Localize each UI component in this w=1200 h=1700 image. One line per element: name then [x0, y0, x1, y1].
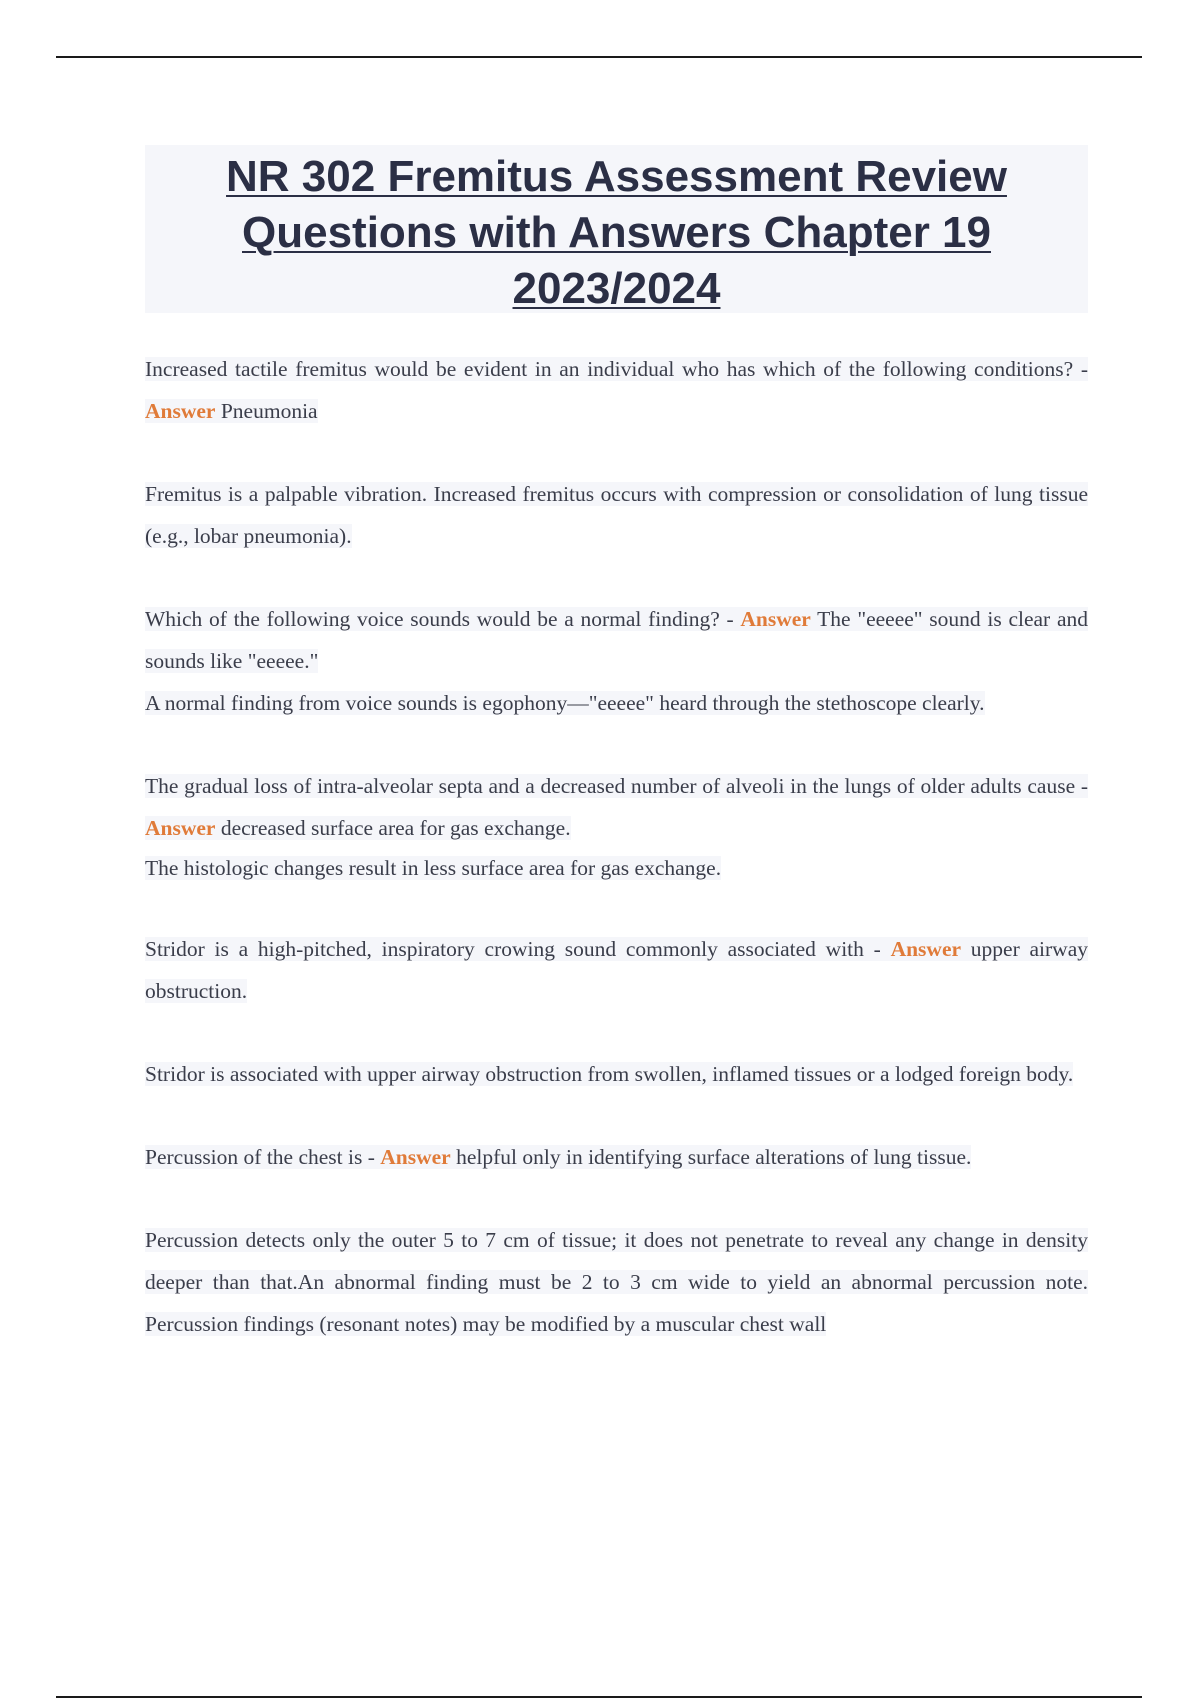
- answer-label: Answer: [145, 816, 216, 840]
- question-paragraph: [145, 1136, 1088, 1178]
- header-rule: [56, 56, 1142, 58]
- answer-label: Answer: [145, 399, 216, 423]
- answer-text: upper airway obstruction.: [145, 937, 1088, 1003]
- question-paragraph: [145, 765, 1088, 849]
- explanation-paragraph: [145, 1219, 1088, 1345]
- answer-text: helpful only in identifying surface alterations of lung tissue.: [456, 1145, 972, 1169]
- title-line-1: NR 302 Fremitus Assessment Review: [226, 152, 1007, 201]
- explanation-text: Fremitus is a palpable vibration. Increased fremitus occurs with compression or consolidation of lung tissue (e.g., lobar pneumonia).: [145, 482, 1088, 548]
- document-body: [145, 348, 1088, 1345]
- question-paragraph: [145, 928, 1088, 1012]
- question-paragraph: [145, 598, 1088, 682]
- question-paragraph: [145, 348, 1088, 432]
- question-text: Stridor is a high-pitched, inspiratory crowing sound commonly associated with -: [145, 937, 881, 961]
- question-text: The gradual loss of intra-alveolar septa and a decreased number of alveoli in the lungs of older adults cause -: [145, 774, 1088, 798]
- title-line-3: 2023/2024: [512, 264, 721, 313]
- footer-rule: [56, 1696, 1142, 1698]
- answer-label: Answer: [740, 607, 811, 631]
- explanation-paragraph: [145, 849, 1088, 887]
- answer-text: The "eeeee" sound is clear and sounds like "eeeee.": [145, 607, 1088, 673]
- page-title: [145, 145, 1088, 317]
- question-text: Which of the following voice sounds would be a normal finding? -: [145, 607, 734, 631]
- title-block: [145, 145, 1088, 313]
- explanation-paragraph: [145, 473, 1088, 557]
- answer-label: Answer: [890, 937, 962, 961]
- question-text: Increased tactile fremitus would be evident in an individual who has which of the following conditions? -: [145, 357, 1088, 381]
- explanation-text: Stridor is associated with upper airway obstruction from swollen, inflamed tissues or a lodged foreign body.: [145, 1062, 1074, 1086]
- explanation-text: Percussion detects only the outer 5 to 7 cm of tissue; it does not penetrate to reveal any change in density deeper than that.An abnormal finding must be 2 to 3 cm wide to yield an abnormal percussion note. Percussion findings (resonant notes) may be modified by a muscular chest wall: [145, 1228, 1088, 1336]
- explanation-paragraph: [145, 682, 1088, 724]
- title-line-2: Questions with Answers Chapter 19: [242, 208, 991, 257]
- explanation-paragraph: [145, 1053, 1088, 1095]
- question-text: Percussion of the chest is -: [145, 1145, 375, 1169]
- answer-label: Answer: [380, 1145, 451, 1169]
- explanation-text: A normal finding from voice sounds is egophony—"eeeee" heard through the stethoscope clearly.: [145, 691, 985, 715]
- answer-text: decreased surface area for gas exchange.: [220, 816, 571, 840]
- explanation-text: The histologic changes result in less surface area for gas exchange.: [145, 856, 722, 880]
- answer-text: Pneumonia: [220, 399, 318, 423]
